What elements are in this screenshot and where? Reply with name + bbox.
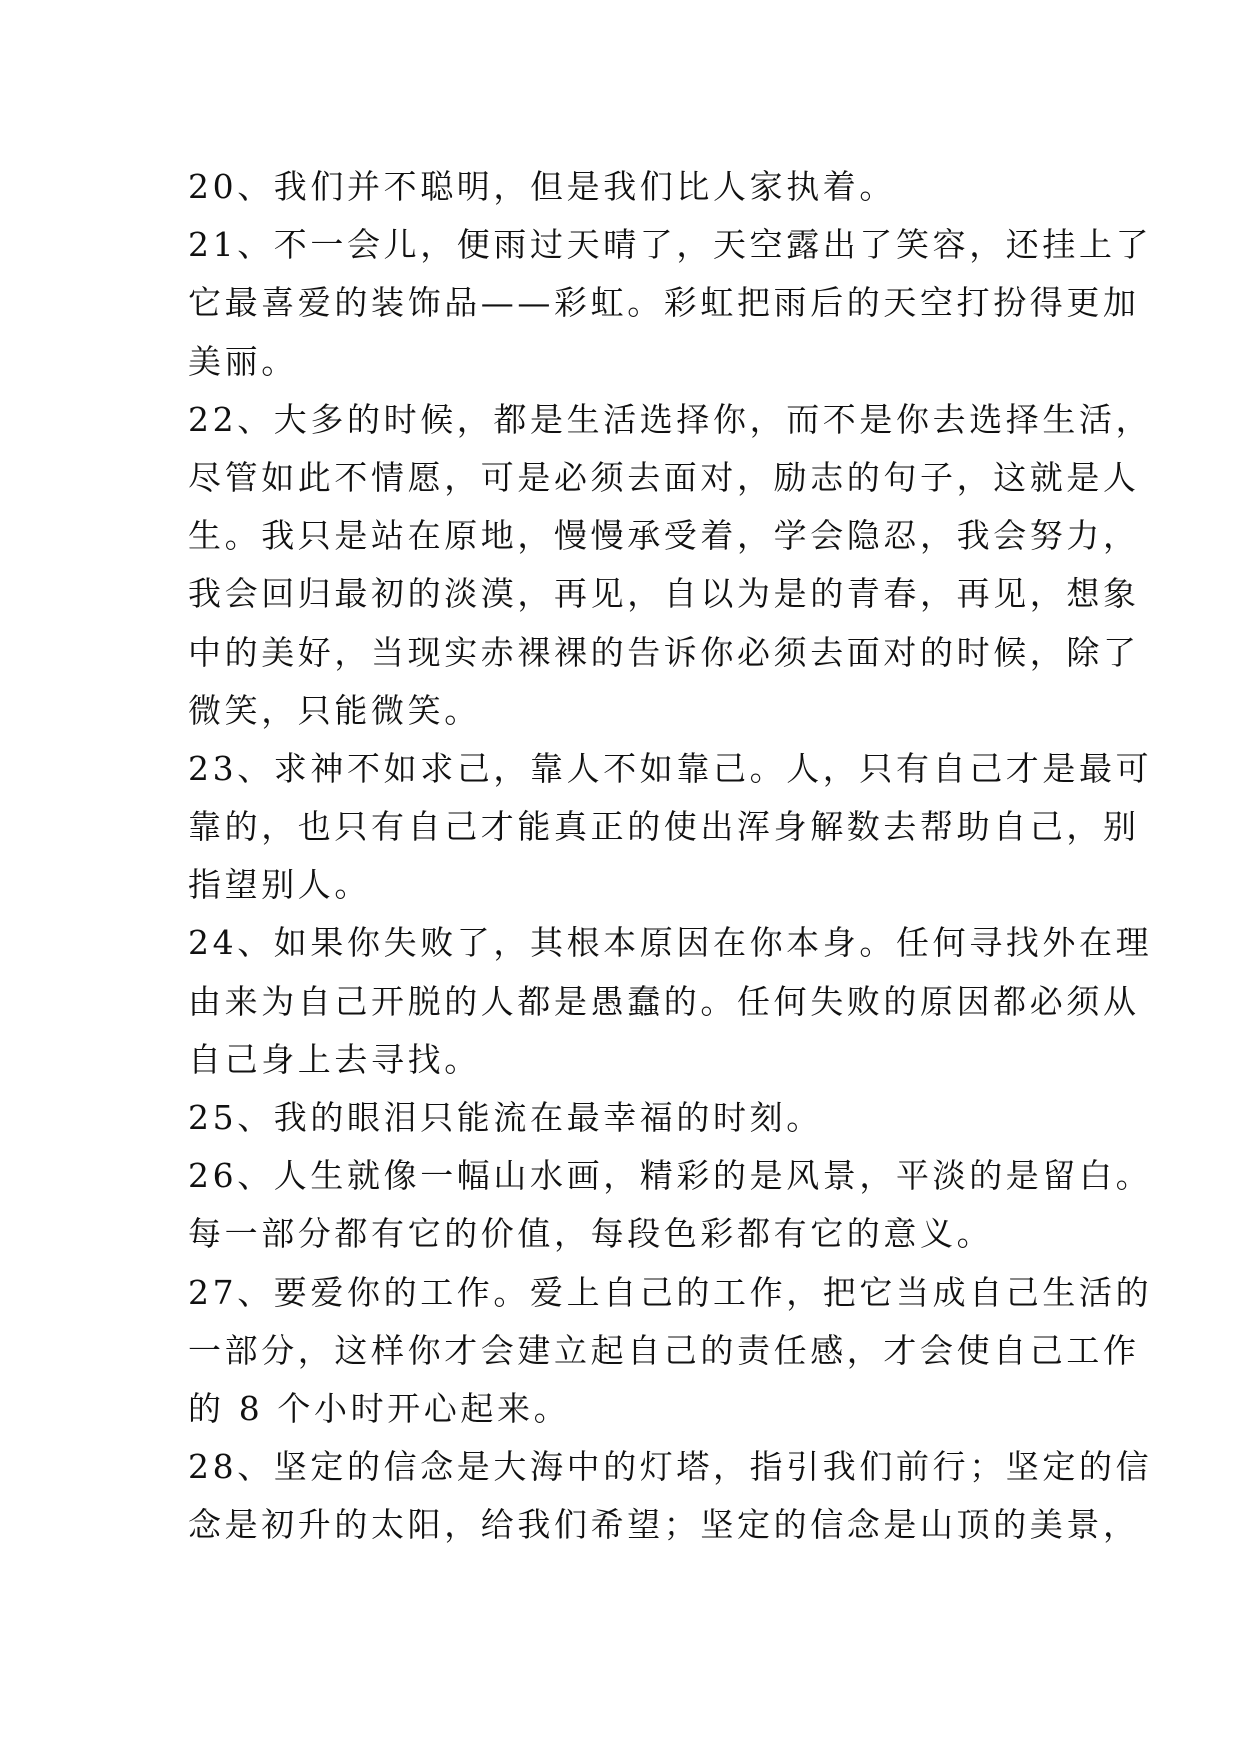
text-line: 美丽。 bbox=[188, 341, 298, 381]
text-line: 尽管如此不情愿，可是必须去面对，励志的句子，这就是人 bbox=[188, 457, 1140, 497]
text-line: 它最喜爱的装饰品——彩虹。彩虹把雨后的天空打扮得更加 bbox=[188, 283, 1140, 323]
text-line: 23、求神不如求己，靠人不如靠己。人，只有自己才是最可 bbox=[188, 748, 1153, 788]
text-line: 生。我只是站在原地，慢慢承受着，学会隐忍，我会努力， bbox=[188, 516, 1140, 556]
text-line: 微笑，只能微笑。 bbox=[188, 690, 481, 730]
text-line: 指望别人。 bbox=[188, 865, 371, 905]
text-line: 中的美好，当现实赤裸裸的告诉你必须去面对的时候，除了 bbox=[188, 632, 1140, 672]
text-line: 自己身上去寻找。 bbox=[188, 1039, 481, 1079]
text-line: 一部分，这样你才会建立起自己的责任感，才会使自己工作 bbox=[188, 1330, 1140, 1370]
text-line: 28、坚定的信念是大海中的灯塔，指引我们前行；坚定的信 bbox=[188, 1447, 1153, 1487]
text-line: 靠的，也只有自己才能真正的使出浑身解数去帮助自己，别 bbox=[188, 807, 1140, 847]
text-line: 由来为自己开脱的人都是愚蠢的。任何失败的原因都必须从 bbox=[188, 981, 1140, 1021]
document-body bbox=[188, 158, 1153, 1555]
text-line: 24、如果你失败了，其根本原因在你本身。任何寻找外在理 bbox=[188, 923, 1153, 963]
text-line: 26、人生就像一幅山水画，精彩的是风景，平淡的是留白。 bbox=[188, 1156, 1153, 1196]
text-line: 每一部分都有它的价值，每段色彩都有它的意义。 bbox=[188, 1214, 994, 1254]
text-line: 念是初升的太阳，给我们希望；坚定的信念是山顶的美景， bbox=[188, 1505, 1140, 1545]
text-line: 22、大多的时候，都是生活选择你，而不是你去选择生活， bbox=[188, 399, 1153, 439]
text-line: 我会回归最初的淡漠，再见，自以为是的青春，再见，想象 bbox=[188, 574, 1140, 614]
text-line: 21、不一会儿，便雨过天晴了，天空露出了笑容，还挂上了 bbox=[188, 225, 1153, 265]
text-line: 20、我们并不聪明，但是我们比人家执着。 bbox=[188, 167, 896, 206]
text-line: 25、我的眼泪只能流在最幸福的时刻。 bbox=[188, 1098, 823, 1137]
text-line: 的 8 个小时开心起来。 bbox=[188, 1388, 571, 1428]
text-line: 27、要爱你的工作。爱上自己的工作，把它当成自己生活的 bbox=[188, 1272, 1153, 1312]
